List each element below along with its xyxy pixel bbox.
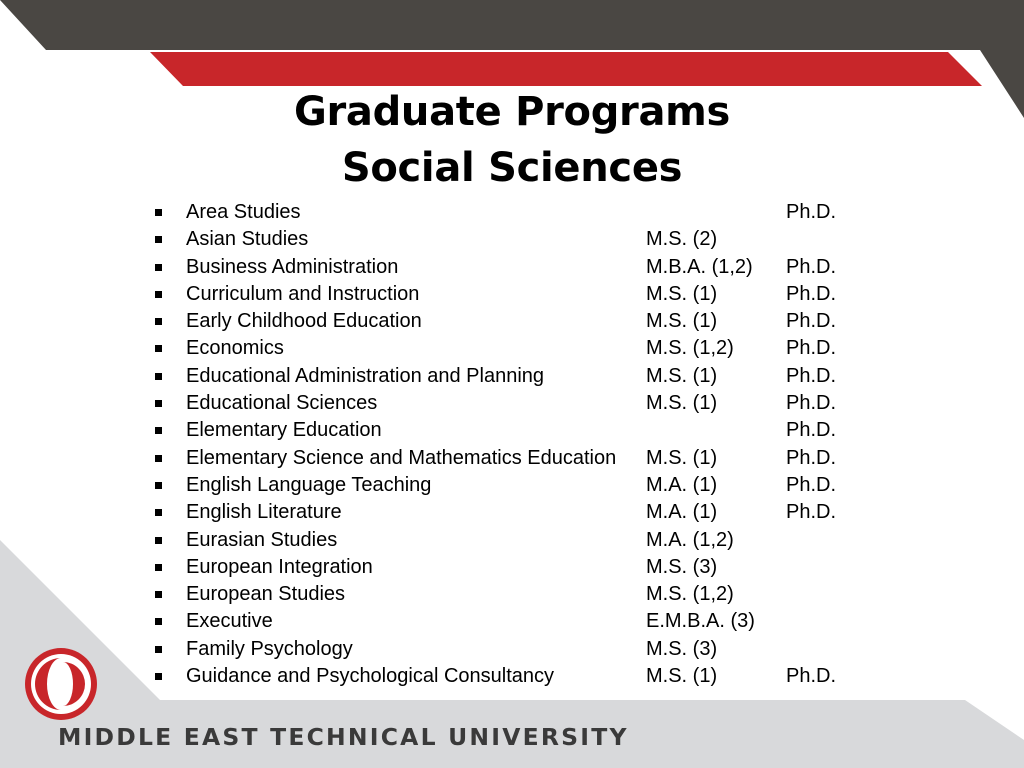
program-phd: Ph.D. bbox=[786, 310, 837, 333]
program-row bbox=[150, 281, 870, 308]
university-name: MIDDLE EAST TECHNICAL UNIVERSITY bbox=[58, 723, 629, 751]
program-row bbox=[150, 417, 870, 444]
bullet-icon bbox=[155, 318, 162, 325]
program-name: Educational Sciences bbox=[186, 392, 378, 415]
program-row bbox=[150, 472, 870, 499]
program-name: Elementary Education bbox=[186, 419, 382, 442]
program-row bbox=[150, 663, 870, 690]
program-phd: Ph.D. bbox=[786, 364, 837, 387]
program-masters: M.S. (2) bbox=[646, 228, 718, 251]
program-masters: M.S. (1) bbox=[646, 446, 718, 469]
program-masters: M.A. (1,2) bbox=[646, 528, 734, 551]
program-name: Eurasian Studies bbox=[186, 528, 338, 551]
bullet-icon bbox=[155, 236, 162, 243]
program-row bbox=[150, 308, 870, 335]
program-phd: Ph.D. bbox=[786, 337, 837, 360]
program-name: Educational Administration and Planning bbox=[186, 364, 545, 387]
program-name: English Language Teaching bbox=[186, 473, 432, 496]
program-name: Business Administration bbox=[186, 255, 399, 278]
slide-title bbox=[0, 84, 1024, 196]
program-name: Elementary Science and Mathematics Education bbox=[186, 446, 617, 469]
program-row bbox=[150, 199, 870, 226]
program-name: Executive bbox=[186, 610, 273, 633]
bullet-icon bbox=[155, 427, 162, 434]
bullet-icon bbox=[155, 509, 162, 516]
program-row bbox=[150, 554, 870, 581]
program-masters: M.B.A. (1,2) bbox=[646, 255, 753, 278]
bullet-icon bbox=[155, 564, 162, 571]
program-masters: M.S. (1) bbox=[646, 392, 718, 415]
program-name: Curriculum and Instruction bbox=[186, 282, 420, 305]
program-masters: E.M.B.A. (3) bbox=[646, 610, 755, 633]
program-masters: M.S. (1) bbox=[646, 310, 718, 333]
program-row bbox=[150, 636, 870, 663]
program-row bbox=[150, 581, 870, 608]
program-name: European Studies bbox=[186, 583, 346, 606]
top-red-band bbox=[150, 52, 982, 86]
program-name: English Literature bbox=[186, 501, 342, 524]
program-masters: M.A. (1) bbox=[646, 501, 718, 524]
program-phd: Ph.D. bbox=[786, 392, 837, 415]
program-name: Asian Studies bbox=[186, 228, 309, 251]
program-row bbox=[150, 527, 870, 554]
program-row bbox=[150, 390, 870, 417]
program-row bbox=[150, 254, 870, 281]
program-phd: Ph.D. bbox=[786, 665, 837, 688]
bullet-icon bbox=[155, 373, 162, 380]
bullet-icon bbox=[155, 537, 162, 544]
program-row bbox=[150, 445, 870, 472]
program-phd: Ph.D. bbox=[786, 255, 837, 278]
title-line-2: Social Sciences bbox=[341, 145, 683, 191]
program-phd: Ph.D. bbox=[786, 446, 837, 469]
bullet-icon bbox=[155, 591, 162, 598]
program-row bbox=[150, 363, 870, 390]
program-row bbox=[150, 226, 870, 253]
bullet-icon bbox=[155, 400, 162, 407]
program-phd: Ph.D. bbox=[786, 473, 837, 496]
program-name: Economics bbox=[186, 337, 284, 360]
program-name: Guidance and Psychological Consultancy bbox=[186, 665, 554, 688]
program-name: Early Childhood Education bbox=[186, 310, 422, 333]
program-masters: M.A. (1) bbox=[646, 473, 718, 496]
bullet-icon bbox=[155, 673, 162, 680]
bullet-icon bbox=[155, 209, 162, 216]
program-name: Area Studies bbox=[186, 201, 301, 223]
program-row bbox=[150, 335, 870, 362]
program-phd: Ph.D. bbox=[786, 419, 837, 442]
program-masters: M.S. (3) bbox=[646, 555, 718, 578]
program-masters: M.S. (1) bbox=[646, 364, 718, 387]
bullet-icon bbox=[155, 455, 162, 462]
program-row bbox=[150, 499, 870, 526]
bullet-icon bbox=[155, 646, 162, 653]
program-masters: M.S. (1) bbox=[646, 665, 718, 688]
metu-logo-icon bbox=[23, 646, 99, 722]
program-phd: Ph.D. bbox=[786, 282, 837, 305]
program-phd: Ph.D. bbox=[786, 201, 837, 223]
title-line-1: Graduate Programs bbox=[293, 89, 731, 135]
bullet-icon bbox=[155, 264, 162, 271]
program-list bbox=[150, 199, 870, 690]
program-phd: Ph.D. bbox=[786, 501, 837, 524]
bullet-icon bbox=[155, 345, 162, 352]
program-masters: M.S. (3) bbox=[646, 637, 718, 660]
bullet-icon bbox=[155, 291, 162, 298]
program-name: European Integration bbox=[186, 555, 373, 578]
program-masters: M.S. (1,2) bbox=[646, 337, 734, 360]
program-masters: M.S. (1) bbox=[646, 282, 718, 305]
program-name: Family Psychology bbox=[186, 637, 353, 660]
bullet-icon bbox=[155, 618, 162, 625]
program-masters: M.S. (1,2) bbox=[646, 583, 734, 606]
program-row bbox=[150, 608, 870, 635]
bullet-icon bbox=[155, 482, 162, 489]
